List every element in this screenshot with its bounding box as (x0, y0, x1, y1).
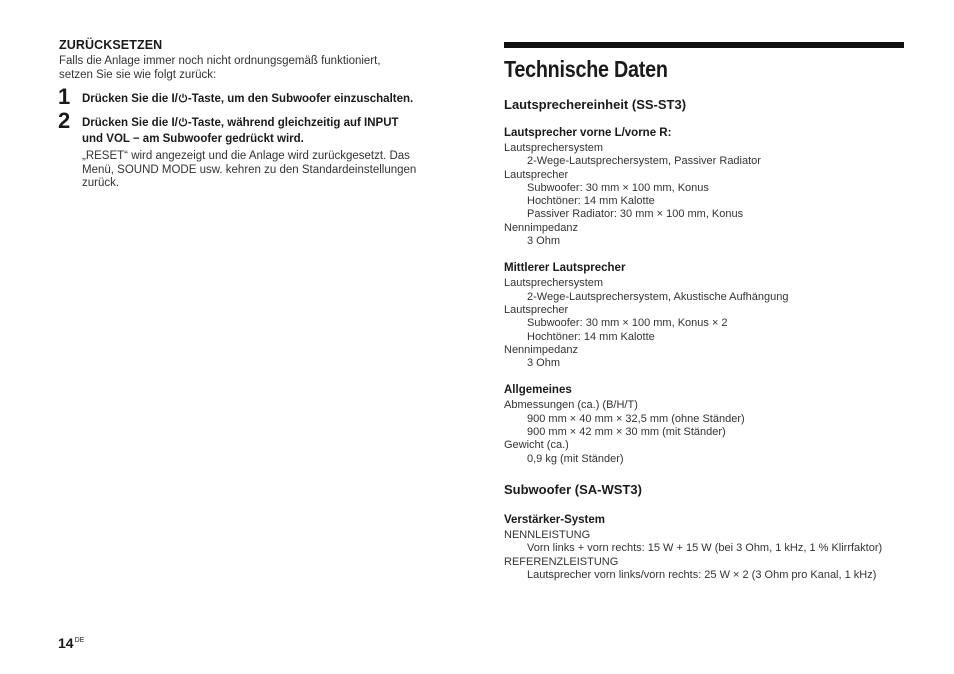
subsection-heading: Verstärker-System (504, 513, 606, 526)
spec-value: Lautsprecher vorn links/vorn rechts: 25 W × 2 (3 Ohm pro Kanal, 1 kHz) (527, 568, 877, 581)
spec-value: Hochtöner: 14 mm Kalotte (527, 330, 655, 343)
reset-column (59, 38, 479, 191)
power-icon (178, 93, 188, 103)
step-1 (58, 84, 479, 109)
spec-value: 2-Wege-Lautsprechersystem, Passiver Radiator (527, 155, 761, 168)
page-number-value: 14 (58, 635, 74, 651)
power-icon (178, 117, 188, 127)
spec-value: 3 Ohm (527, 235, 561, 248)
spec-value: 0,9 kg (mit Ständer) (527, 452, 624, 465)
step-text-part: -Taste, um den Subwoofer einzuschalten. (187, 93, 414, 105)
spec-label: Lautsprechersystem (504, 142, 604, 154)
step-2 (58, 108, 479, 147)
step-text-part: -Taste, während gleichzeitig auf INPUT (187, 117, 399, 129)
intro-line-2: setzen Sie sie wie folgt zurück: (59, 68, 217, 81)
note-line: Menü, SOUND MODE usw. kehren zu den Standardeinstellungen (82, 163, 417, 176)
spec-label: Nennimpedanz (504, 221, 578, 234)
spec-label: Gewicht (ca.) (504, 439, 569, 452)
spec-value: 900 mm × 42 mm × 30 mm (mit Ständer) (527, 426, 726, 439)
step-text-part: Drücken Sie die I/ (82, 117, 178, 129)
spec-value: Vorn links + vorn rechts: 15 W + 15 W (bei 3 Ohm, 1 kHz, 1 % Klirrfaktor) (527, 542, 883, 555)
spec-sections (504, 97, 904, 582)
spec-label: Lautsprecher (504, 303, 569, 316)
spec-label: Abmessungen (ca.) (B/H/T) (504, 399, 638, 412)
spec-label: Nennimpedanz (504, 343, 578, 356)
spec-label: Lautsprechersystem (504, 277, 604, 290)
spec-label: Lautsprecher (504, 168, 569, 181)
step-text-part: Drücken Sie die I/ (82, 93, 178, 105)
spec-value: Passiver Radiator: 30 mm × 100 mm, Konus (527, 208, 744, 221)
spec-value: 2-Wege-Lautsprechersystem, Akustische Aufhängung (527, 290, 789, 303)
intro-line-1: Falls die Anlage immer noch nicht ordnungsgemäß funktioniert, (59, 55, 381, 67)
section-heading: Lautsprechereinheit (SS-ST3) (504, 97, 687, 112)
step-instruction (82, 91, 479, 107)
page-title: Technische Daten (504, 56, 668, 82)
spec-value: 3 Ohm (527, 357, 561, 370)
step-text-part: und VOL − am Subwoofer gedrückt wird. (82, 133, 304, 145)
spec-value: Subwoofer: 30 mm × 100 mm, Konus (527, 181, 709, 194)
step-instruction (82, 115, 479, 147)
page-number (58, 635, 84, 651)
note-line: „RESET“ wird angezeigt und die Anlage wird zurückgesetzt. Das (82, 150, 410, 162)
spec-label: NENNLEISTUNG (504, 528, 591, 541)
step-number: 2 (58, 108, 71, 133)
title-rule (504, 42, 904, 48)
subsection-heading: Mittlerer Lautsprecher (504, 262, 626, 275)
language-code: DE (74, 637, 85, 644)
step-number: 1 (58, 84, 71, 109)
spec-value: Hochtöner: 14 mm Kalotte (527, 195, 655, 208)
spec-label: REFERENZLEISTUNG (504, 555, 619, 568)
spec-value: 900 mm × 40 mm × 32,5 mm (ohne Ständer) (527, 412, 745, 425)
section-heading: Subwoofer (SA-WST3) (504, 481, 642, 497)
step-2-note (59, 150, 479, 191)
specs-column (504, 42, 904, 582)
spec-value: Subwoofer: 30 mm × 100 mm, Konus × 2 (527, 317, 728, 330)
subsection-heading: Allgemeines (504, 384, 572, 397)
reset-heading: ZURÜCKSETZEN (59, 38, 163, 52)
note-line: zurück. (82, 177, 120, 189)
subsection-heading: Lautsprecher vorne L/vorne R: (504, 127, 672, 139)
